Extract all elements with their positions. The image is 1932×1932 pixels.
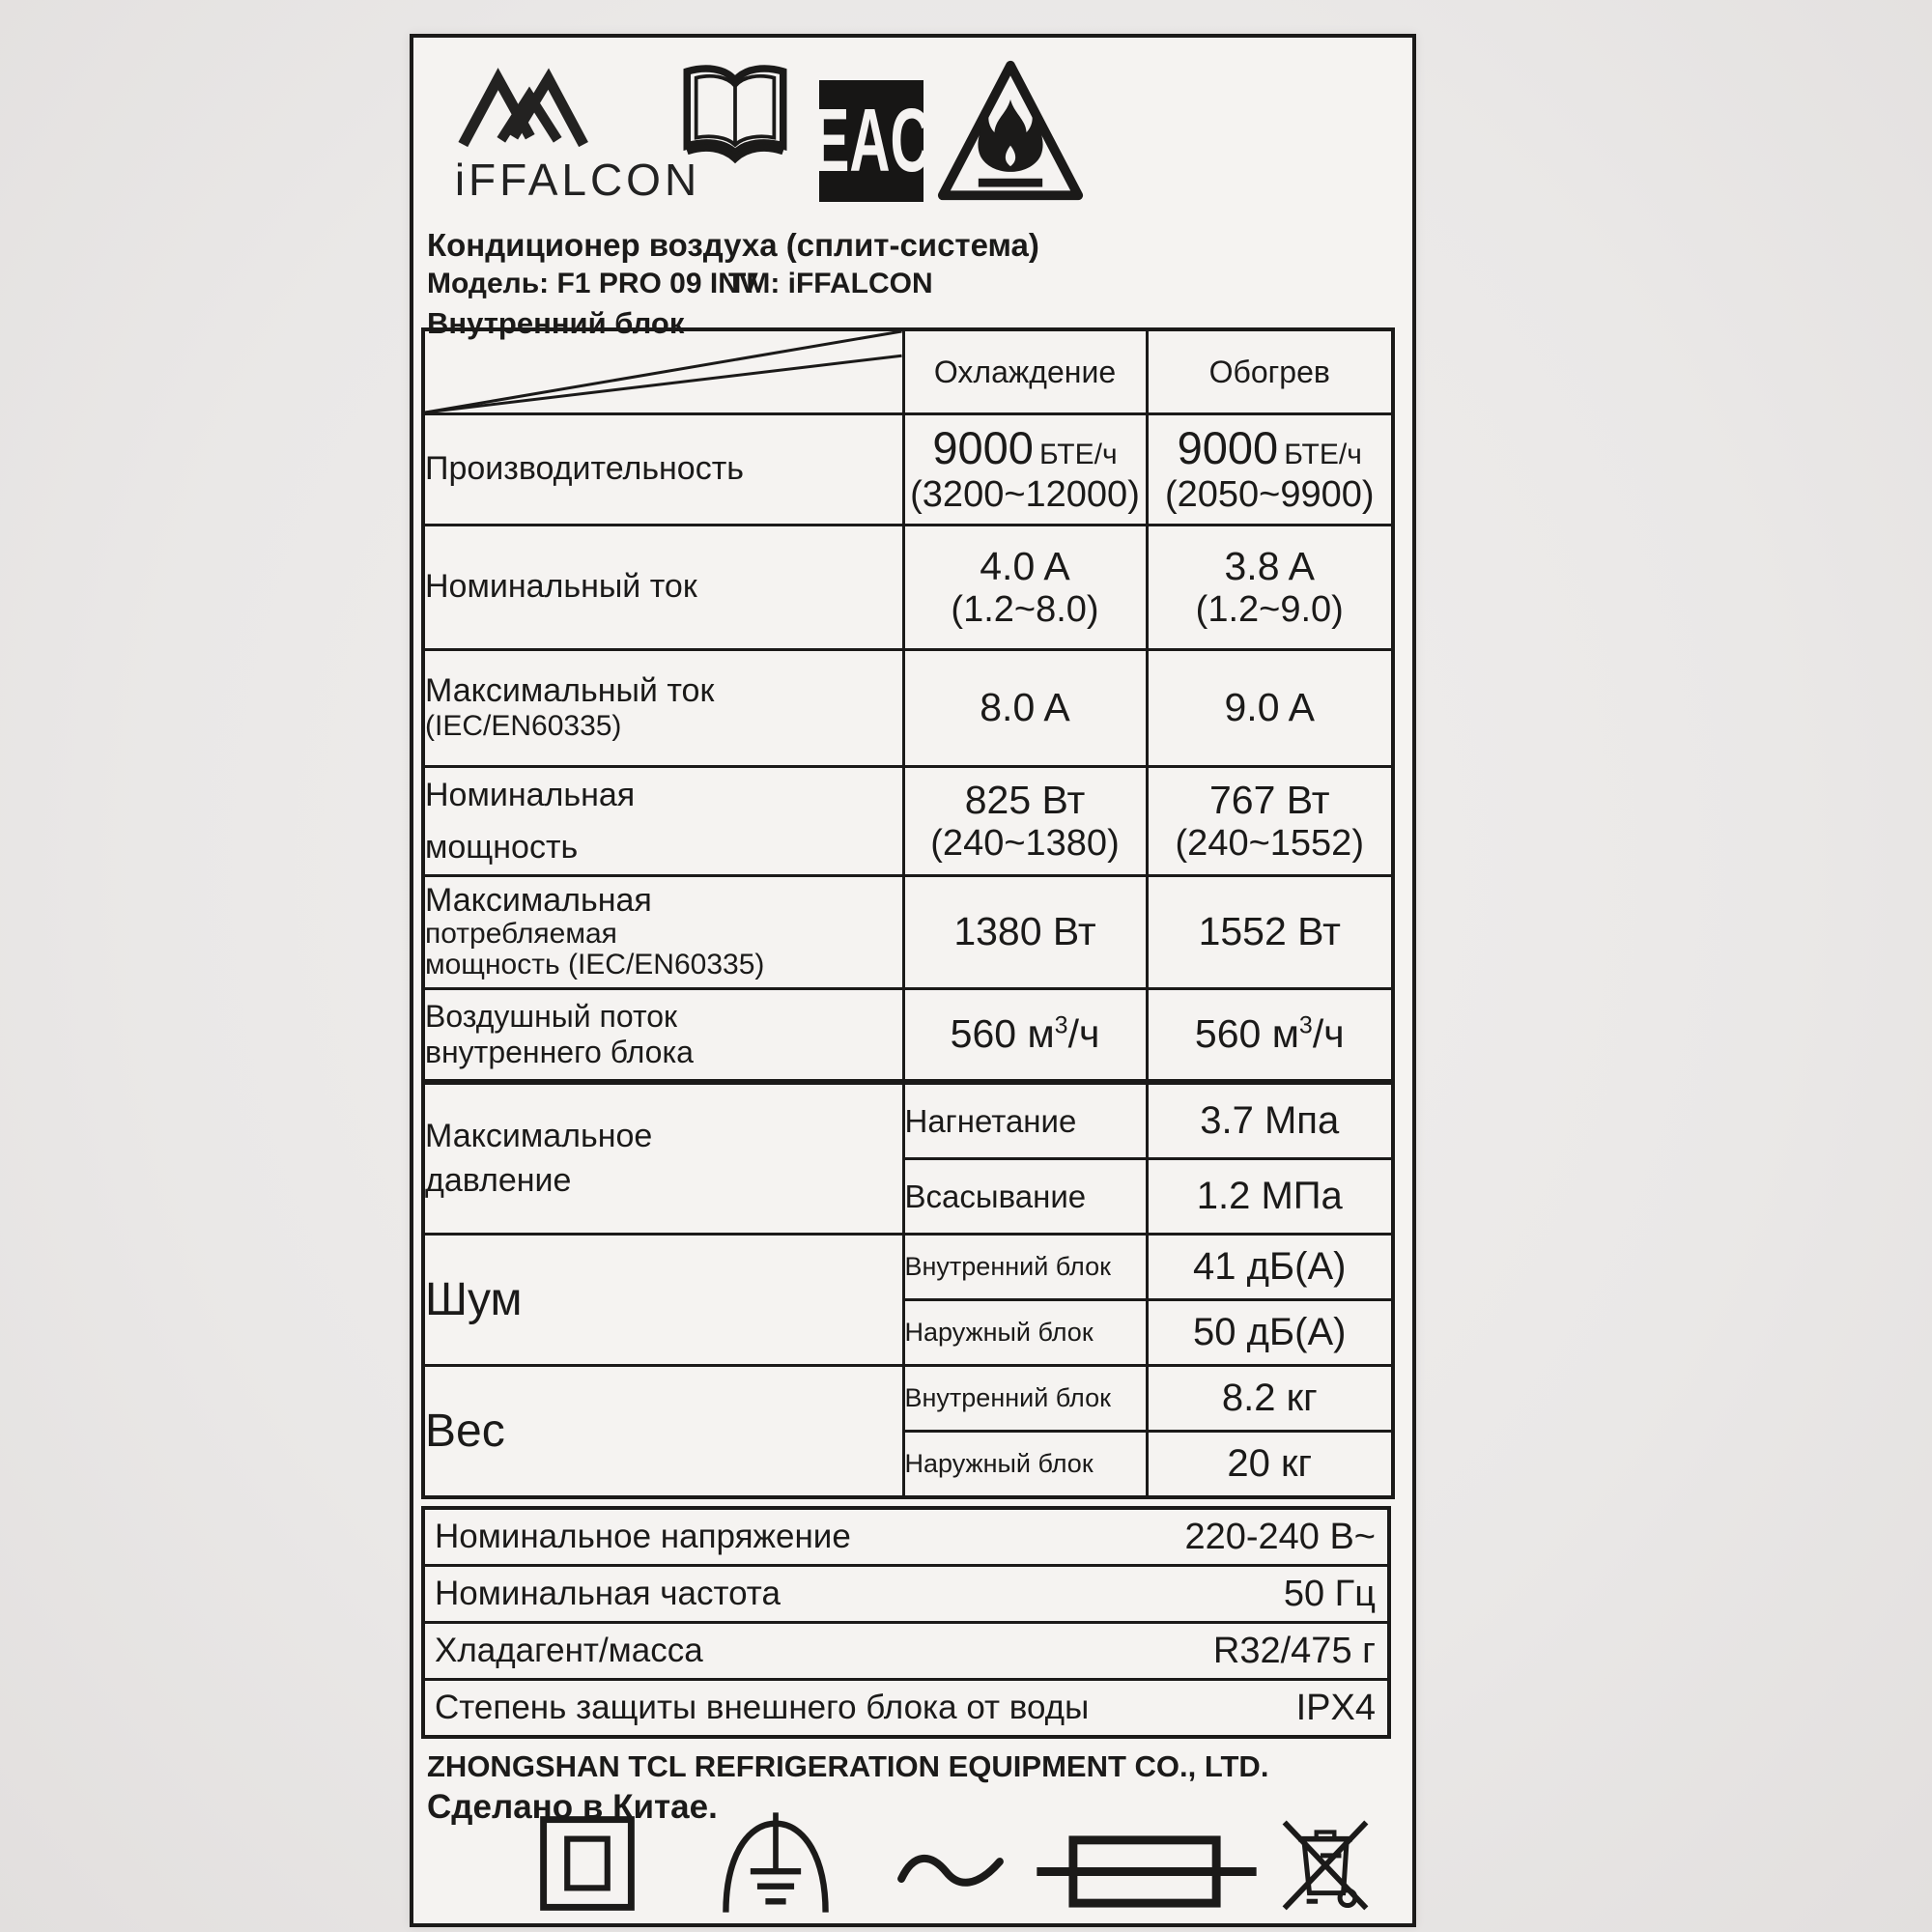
eac-mark-text: EAC bbox=[811, 91, 931, 191]
max-pressure-label: Максимальное давление bbox=[423, 1083, 903, 1235]
max-power-cooling-value: 1380 Вт bbox=[903, 876, 1147, 989]
diagonal-header-cell bbox=[423, 329, 903, 414]
discharge-value: 3.7 Мпа bbox=[1147, 1083, 1393, 1159]
noise-indoor-value: 41 дБ(А) bbox=[1147, 1235, 1393, 1300]
refrigerant-value: R32/475 г bbox=[1212, 1630, 1376, 1671]
voltage-value: 220-240 В~ bbox=[1184, 1516, 1376, 1557]
electrical-table bbox=[421, 1506, 1391, 1739]
capacity-cooling-value bbox=[903, 414, 1147, 526]
airflow-cooling-value: 560 $м^3/ч$ bbox=[903, 989, 1147, 1082]
airflow-label: Воздушный поток внутреннего блока bbox=[423, 989, 903, 1082]
row-airflow bbox=[423, 989, 1393, 1082]
product-type-line: Кондиционер воздуха (сплит-система) bbox=[427, 227, 1039, 263]
rated-current-label: Номинальный ток bbox=[423, 526, 903, 650]
max-power-heating-value: 1552 Вт bbox=[1147, 876, 1393, 989]
column-header-cooling: Охлаждение bbox=[903, 329, 1147, 414]
row-refrigerant bbox=[423, 1623, 1389, 1680]
diagonal-line-icon bbox=[425, 331, 902, 412]
weight-indoor-value: 8.2 кг bbox=[1147, 1366, 1393, 1432]
class-ii-appliance-icon bbox=[539, 1815, 636, 1912]
model-line bbox=[427, 268, 933, 300]
row-voltage bbox=[423, 1508, 1389, 1566]
max-current-heating-value: 9.0 A bbox=[1147, 650, 1393, 767]
spec-label bbox=[410, 34, 1416, 1927]
rated-power-heat-range: (240~1552) bbox=[1175, 822, 1364, 864]
row-pressure-discharge bbox=[423, 1083, 1393, 1159]
rated-power-cool: 825 Вт bbox=[964, 777, 1086, 822]
brand-name: iFFALCON bbox=[454, 155, 701, 205]
outdoor-unit-sublabel: Наружный блок bbox=[903, 1432, 1147, 1498]
row-weight-indoor bbox=[423, 1366, 1393, 1432]
unit-type-line: Внутренний блок bbox=[427, 306, 685, 340]
weight-outdoor-value: 20 кг bbox=[1147, 1432, 1393, 1498]
trademark-value: TM: iFFALCON bbox=[728, 268, 933, 299]
rated-power-cooling-value bbox=[903, 767, 1147, 876]
eac-mark-icon bbox=[811, 80, 931, 202]
capacity-label: Производительность bbox=[423, 414, 903, 526]
frequency-value: 50 Гц bbox=[1283, 1573, 1376, 1614]
weight-label: Вес bbox=[423, 1366, 903, 1498]
alternating-current-icon bbox=[892, 1846, 1009, 1894]
rated-current-cooling-value bbox=[903, 526, 1147, 650]
max-current-label-note: (IEC/EN60335) bbox=[425, 710, 622, 743]
indoor-unit-sublabel: Внутренний блок bbox=[903, 1366, 1147, 1432]
row-ip-rating bbox=[423, 1680, 1389, 1738]
performance-table bbox=[421, 327, 1395, 1083]
airflow-heating-value: 560 $м^3/ч$ bbox=[1147, 989, 1393, 1082]
capacity-heat-range: (2050~9900) bbox=[1164, 474, 1375, 516]
rated-current-heat-range: (1.2~9.0) bbox=[1195, 588, 1344, 630]
frequency-label: Номинальная частота bbox=[435, 1575, 781, 1612]
max-current-cooling-value: 8.0 A bbox=[903, 650, 1147, 767]
row-capacity bbox=[423, 414, 1393, 526]
manufacturer-line: ZHONGSHAN TCL REFRIGERATION EQUIPMENT CO., LTD. bbox=[427, 1749, 1269, 1783]
capacity-heat-number: 9000 bbox=[1177, 422, 1279, 474]
row-max-power bbox=[423, 876, 1393, 989]
rated-power-heat: 767 Вт bbox=[1208, 777, 1330, 822]
flammable-warning-icon bbox=[935, 55, 1086, 208]
indoor-unit-sublabel: Внутренний блок bbox=[903, 1235, 1147, 1300]
rated-power-heating-value bbox=[1147, 767, 1393, 876]
country-of-origin-line: Сделано в Китае. bbox=[427, 1788, 718, 1826]
rated-current-heating-value bbox=[1147, 526, 1393, 650]
capacity-cool-number: 9000 bbox=[932, 422, 1034, 474]
ip-rating-label: Степень защиты внешнего блока от воды bbox=[435, 1689, 1090, 1726]
rated-current-cool-range: (1.2~8.0) bbox=[951, 588, 1099, 630]
noise-label: Шум bbox=[423, 1235, 903, 1366]
suction-value: 1.2 МПа bbox=[1147, 1159, 1393, 1235]
discharge-label: Нагнетание bbox=[903, 1083, 1147, 1159]
suction-label: Всасывание bbox=[903, 1159, 1147, 1235]
fuse-icon bbox=[1037, 1831, 1257, 1912]
outdoor-unit-sublabel: Наружный блок bbox=[903, 1300, 1147, 1366]
cubed-superscript: 3 bbox=[1298, 1011, 1313, 1039]
refrigerant-label: Хладагент/масса bbox=[435, 1632, 703, 1669]
iffalcon-logo-icon bbox=[457, 59, 602, 151]
capacity-cool-range: (3200~12000) bbox=[910, 474, 1140, 516]
weee-crossed-bin-icon bbox=[1271, 1811, 1379, 1912]
max-power-label: Максимальная потребляемая мощность (IEC/EN60335) bbox=[423, 876, 903, 989]
protective-earth-icon bbox=[703, 1811, 848, 1914]
capacity-cool-unit: БТЕ/ч bbox=[1038, 439, 1118, 471]
ip-rating-value: IPX4 bbox=[1295, 1687, 1376, 1728]
voltage-label: Номинальное напряжение bbox=[435, 1518, 851, 1555]
rated-power-cool-range: (240~1380) bbox=[930, 822, 1120, 864]
rated-current-heat: 3.8 A bbox=[1224, 543, 1315, 588]
row-rated-current bbox=[423, 526, 1393, 650]
noise-outdoor-value: 50 дБ(А) bbox=[1147, 1300, 1393, 1366]
rated-power-label: Номинальная мощность bbox=[423, 767, 903, 876]
row-frequency bbox=[423, 1566, 1389, 1623]
capacity-heat-unit: БТЕ/ч bbox=[1284, 439, 1362, 471]
pressure-noise-weight-table bbox=[421, 1081, 1395, 1499]
max-current-label: Максимальный ток (IEC/EN60335) bbox=[423, 650, 903, 767]
row-noise-indoor bbox=[423, 1235, 1393, 1300]
rated-current-cool: 4.0 A bbox=[980, 543, 1070, 588]
read-manual-icon bbox=[676, 57, 794, 175]
cubed-superscript: 3 bbox=[1054, 1011, 1068, 1039]
row-rated-power bbox=[423, 767, 1393, 876]
column-header-heating: Обогрев bbox=[1147, 329, 1393, 414]
model-value: Модель: F1 PRO 09 INV bbox=[427, 268, 758, 299]
row-max-current bbox=[423, 650, 1393, 767]
perf-header-row bbox=[423, 329, 1393, 414]
capacity-heating-value bbox=[1147, 414, 1393, 526]
